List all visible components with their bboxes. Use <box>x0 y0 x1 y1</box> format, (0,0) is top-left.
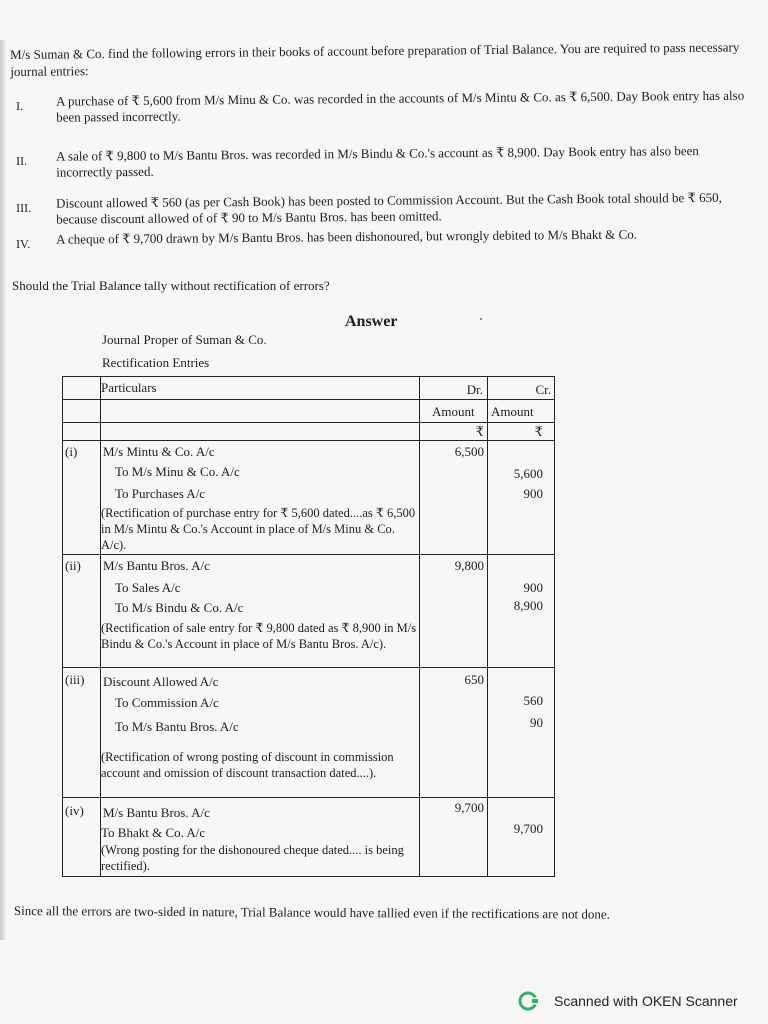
journal-heading: Journal Proper of Suman & Co. <box>102 332 267 347</box>
debit-account: M/s Bantu Bros. A/c <box>103 805 210 820</box>
journal-table <box>62 376 555 877</box>
credit-account: To Bhakt & Co. A/c <box>101 825 206 840</box>
question-text: Discount allowed ₹ 560 (as per Cash Book) has been posted to Commission Account. But the Cash Book total should be ₹ 650, because discount allowed of of ₹ 90 to M/s Bantu Bros. has been omitted. <box>55 189 722 227</box>
credit-amount: 900 <box>523 486 543 501</box>
debit-amount: 650 <box>464 672 484 687</box>
header-debit-rupee: ₹ <box>475 424 484 439</box>
header-credit-rupee: ₹ <box>534 424 543 439</box>
debit-amount: 9,700 <box>454 800 484 815</box>
narration: (Rectification of sale entry for ₹ 9,800 dated as ₹ 8,900 in M/s Bindu & Co.'s Account in place of M/s Bantu Bros. A/c). <box>101 621 417 651</box>
debit-account: M/s Bantu Bros. A/c <box>103 558 210 573</box>
entry-ref: (ii) <box>65 558 81 573</box>
credit-amount: 5,600 <box>513 466 543 481</box>
header-debit-amount: Amount <box>432 404 475 419</box>
question-number: II. <box>16 153 28 168</box>
credit-amount: 8,900 <box>513 598 543 613</box>
speck <box>480 318 482 320</box>
question-item-2 <box>16 143 746 180</box>
scanner-label: Scanned with OKEN Scanner <box>554 993 738 1009</box>
page-edge-shadow <box>0 40 6 940</box>
question-text: A cheque of ₹ 9,700 drawn by M/s Bantu Bros. has been dishonoured, but wrongly debited to M/s Bhakt & Co. <box>55 226 638 247</box>
question-number: I. <box>16 98 24 113</box>
oken-scanner-logo-icon <box>518 990 540 1012</box>
credit-amount: 560 <box>523 693 543 708</box>
debit-amount: 6,500 <box>454 444 484 459</box>
credit-amount: 900 <box>523 580 543 595</box>
credit-account: To M/s Bantu Bros. A/c <box>115 719 239 734</box>
entry-ref: (iv) <box>65 803 84 818</box>
question-text: A purchase of ₹ 5,600 from M/s Minu & Co. was recorded in the accounts of M/s Mintu & Co. as ₹ 6,500. Day Book entry has also been passed incorrectly. <box>55 87 745 125</box>
entry-ref: (iii) <box>65 672 85 687</box>
question-number: IV. <box>16 236 31 251</box>
question-number: III. <box>16 200 32 215</box>
question-intro: M/s Suman & Co. find the following errors in their books of account before preparation of Trial Balance. You are required to pass necessary journal entries: <box>10 39 740 79</box>
debit-account: M/s Mintu & Co. A/c <box>103 444 215 459</box>
header-particulars: Particulars <box>101 380 157 395</box>
credit-account: To M/s Bindu & Co. A/c <box>115 600 244 615</box>
credit-account: To Commission A/c <box>115 695 219 710</box>
header-debit: Dr. <box>466 382 483 397</box>
narration: (Rectification of wrong posting of discount in commission account and omission of discount transaction dated....). <box>101 750 394 780</box>
scanner-watermark <box>518 990 738 1012</box>
credit-amount: 9,700 <box>513 821 543 836</box>
answer-title: Answer <box>345 313 398 330</box>
question-text: A sale of ₹ 9,800 to M/s Bantu Bros. was recorded in M/s Bindu & Co.'s account as ₹ 8,900. Day Book entry has also been incorrectly passed. <box>55 143 699 180</box>
narration: (Wrong posting for the dishonoured cheque dated.... is being rectified). <box>101 843 404 873</box>
credit-account: To Purchases A/c <box>115 486 206 501</box>
entry-ref: (i) <box>65 444 78 459</box>
header-credit: Cr. <box>535 382 551 397</box>
credit-account: To Sales A/c <box>115 580 181 595</box>
credit-amount: 90 <box>530 715 543 730</box>
narration: (Rectification of purchase entry for ₹ 5,600 dated....as ₹ 6,500 in M/s Mintu & Co.'s Account in place of M/s Minu & Co. A/c). <box>101 506 416 552</box>
debit-amount: 9,800 <box>454 558 484 573</box>
debit-account: Discount Allowed A/c <box>103 674 219 689</box>
header-credit-amount: Amount <box>491 404 534 419</box>
conclusion-text: Since all the errors are two-sided in nature, Trial Balance would have tallied even if the rectifications are not done. <box>13 903 610 922</box>
question-ask: Should the Trial Balance tally without rectification of errors? <box>12 278 330 293</box>
question-item-1 <box>16 87 746 125</box>
rectification-heading: Rectification Entries <box>102 355 210 370</box>
credit-account: To M/s Minu & Co. A/c <box>115 464 240 479</box>
question-item-3 <box>16 189 746 227</box>
